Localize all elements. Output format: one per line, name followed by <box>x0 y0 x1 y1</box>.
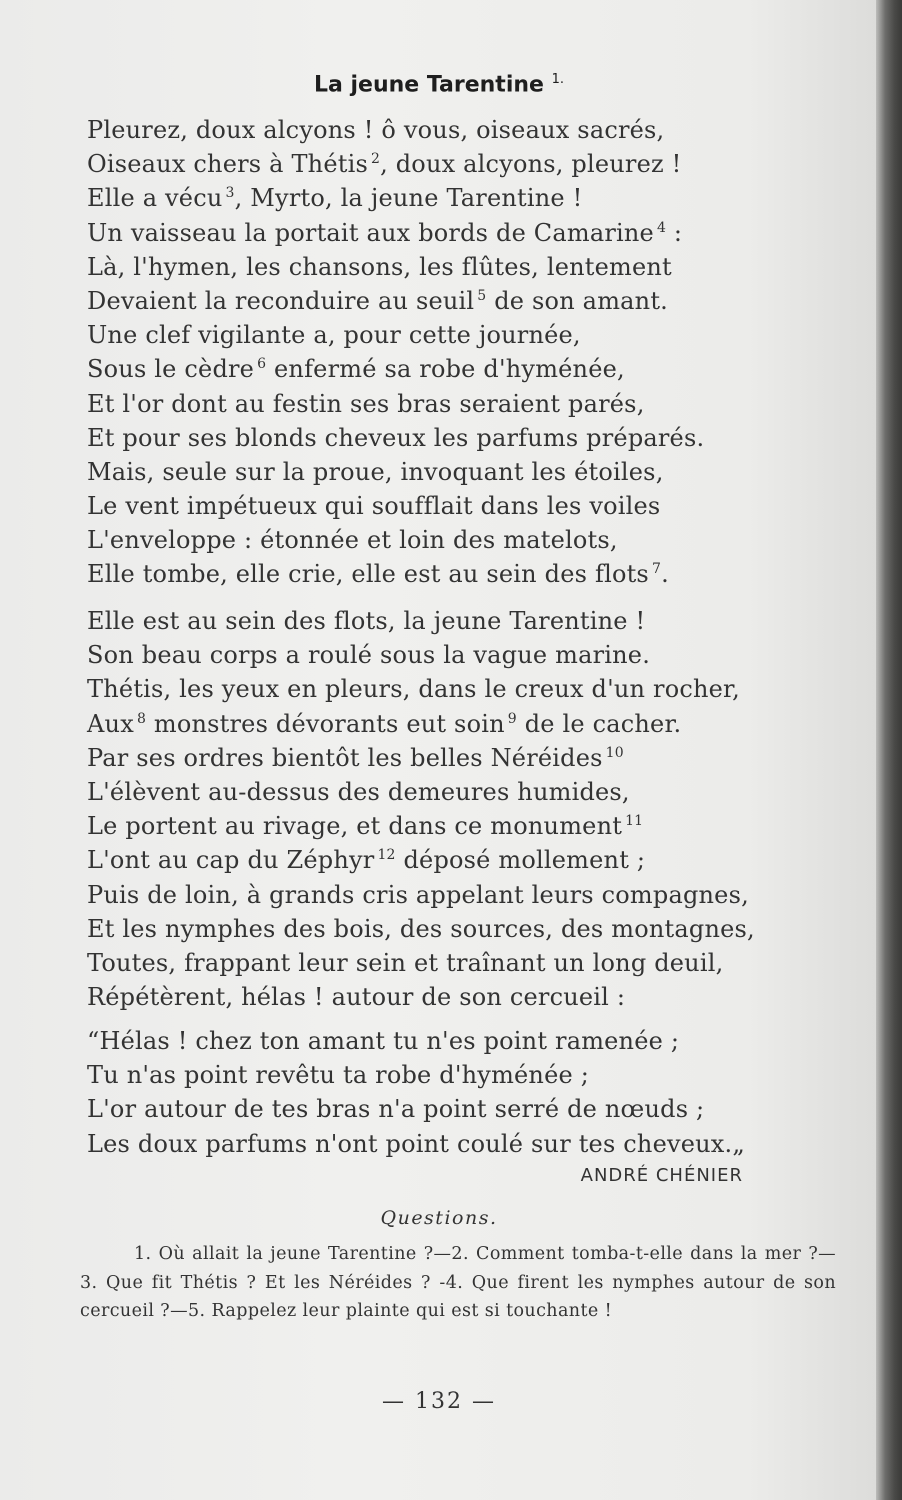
verse-text: Aux <box>87 709 134 738</box>
verse-text: Elle est au sein des flots, la jeune Tarentine ! <box>87 607 646 635</box>
questions-title: Questions. <box>380 1207 498 1229</box>
title-note: 1. <box>551 72 565 87</box>
page-edge-shadow <box>876 0 902 1500</box>
verse-line <box>87 421 807 455</box>
verse-text: , doux alcyons, pleurez ! <box>380 150 682 179</box>
verse-line <box>87 912 807 946</box>
verse-text: “Hélas ! chez ton amant tu n'es point ramenée ; <box>87 1027 680 1055</box>
verse-line <box>87 352 807 386</box>
verse-text: Mais, seule sur la proue, invoquant les étoiles, <box>87 457 664 486</box>
verse-line <box>87 250 807 284</box>
footnote-marker: 6 <box>257 356 267 373</box>
verse-text: Puis de loin, à grands cris appelant leurs compagnes, <box>87 880 749 909</box>
verse-line <box>87 809 807 843</box>
verse-line <box>87 455 807 489</box>
verse-line <box>87 523 807 557</box>
footnote-marker: 7 <box>651 561 662 578</box>
footnote-marker: 11 <box>625 813 644 830</box>
verse-text: Les doux parfums n'ont point coulé sur tes cheveux.„ <box>87 1129 746 1158</box>
verse-text: Son beau corps a roulé sous la vague marine. <box>87 641 651 670</box>
verse-line <box>87 318 807 352</box>
verse-text: Elle a vécu <box>87 184 223 213</box>
verse-line <box>87 147 807 181</box>
verse-line <box>87 672 807 706</box>
footnote-marker: 2 <box>370 151 381 168</box>
footnote-marker: 5 <box>477 287 487 304</box>
verse-text: Tu n'as point revêtu ta robe d'hyménée ; <box>87 1061 590 1090</box>
verse-line <box>87 1092 807 1126</box>
verse-text: : <box>666 218 683 247</box>
verse-text: monstres dévorants eut soin <box>146 709 505 738</box>
verse-line <box>87 284 807 318</box>
verse-text: Par ses ordres bientôt les belles Néréides <box>87 743 603 772</box>
verse-line <box>87 604 807 638</box>
verse-text: Le portent au rivage, et dans ce monument <box>87 812 623 841</box>
verse-line <box>87 1024 807 1058</box>
verse-line <box>87 843 807 877</box>
stanza-3 <box>87 1024 807 1161</box>
author-signature: ANDRÉ CHÉNIER <box>580 1165 743 1186</box>
verse-line <box>87 1127 807 1161</box>
verse-text: de le cacher. <box>516 709 682 738</box>
verse-line <box>87 1058 807 1092</box>
footnote-marker: 4 <box>656 219 667 236</box>
verse-line <box>87 946 807 980</box>
verse-text: Toutes, frappant leur sein et traînant un long deuil, <box>87 948 724 977</box>
poem-title: La jeune Tarentine $^{1.}$ <box>313 72 565 98</box>
verse-text: déposé mollement ; <box>395 846 646 875</box>
verse-line <box>87 489 807 523</box>
verse-text: Et pour ses blonds cheveux les parfums préparés. <box>87 423 705 452</box>
verse-text: L'ont au cap du Zéphyr <box>87 846 375 875</box>
verse-line <box>87 878 807 912</box>
verse-line <box>87 980 807 1014</box>
verse-text: L'enveloppe : étonnée et loin des matelots, <box>87 526 618 555</box>
verse-text: L'or autour de tes bras n'a point serré de nœuds ; <box>87 1095 705 1124</box>
verse-text: Le vent impétueux qui soufflait dans les voiles <box>87 492 661 521</box>
verse-text: Pleurez, doux alcyons ! ô vous, oiseaux sacrés, <box>87 116 665 144</box>
verse-text: Là, l'hymen, les chansons, les flûtes, lentement <box>87 252 672 281</box>
stanza-1 <box>87 113 807 592</box>
verse-line <box>87 557 807 591</box>
verse-text: Un vaisseau la portait aux bords de Camarine <box>87 218 654 247</box>
footnote-marker: 10 <box>605 744 624 761</box>
footnote-marker: 3 <box>225 185 235 202</box>
verse-text: , Myrto, la jeune Tarentine ! <box>234 184 583 213</box>
questions-text <box>80 1240 836 1326</box>
verse-text: de son amant. <box>486 286 668 315</box>
verse-line <box>87 707 807 741</box>
verse-text: Répétèrent, hélas ! autour de son cercueil : <box>87 983 626 1012</box>
verse-text: . <box>661 560 669 589</box>
verse-line <box>87 216 807 250</box>
footnote-marker: 9 <box>507 710 517 727</box>
verse-text: Oiseaux chers à Thétis <box>87 150 368 179</box>
verse-text: L'élèvent au-dessus des demeures humides, <box>87 777 630 806</box>
questions-body: 1. Où allait la jeune Tarentine ?—2. Comment tomba-t-elle dans la mer ?—3. Que fit Thétis ? Et les Néréides ? -4. Que firent les nymphes autour de son cercueil ?—5. Rappelez leur plainte qui est si touchante ! <box>80 1244 836 1321</box>
verse-text: enfermé sa robe d'hyménée, <box>266 355 625 384</box>
verse-text: Une clef vigilante a, pour cette journée, <box>87 321 581 350</box>
verse-text: Et l'or dont au festin ses bras seraient parés, <box>87 389 645 418</box>
verse-line <box>87 113 807 147</box>
verse-text: Sous le cèdre <box>87 355 255 384</box>
footnote-marker: 8 <box>136 710 147 727</box>
footnote-marker: 12 <box>377 847 396 864</box>
verse-text: Elle tombe, elle crie, elle est au sein des flots <box>87 560 649 589</box>
verse-line <box>87 775 807 809</box>
verse-line <box>87 181 807 215</box>
page-number: — 132 — <box>382 1389 496 1414</box>
verse-text: Devaient la reconduire au seuil <box>87 286 475 315</box>
verse-line <box>87 638 807 672</box>
verse-text: Thétis, les yeux en pleurs, dans le creux d'un rocher, <box>87 675 740 704</box>
verse-line <box>87 387 807 421</box>
stanza-2 <box>87 604 807 1014</box>
verse-line <box>87 741 807 775</box>
verse-text: Et les nymphes des bois, des sources, des montagnes, <box>87 914 755 943</box>
